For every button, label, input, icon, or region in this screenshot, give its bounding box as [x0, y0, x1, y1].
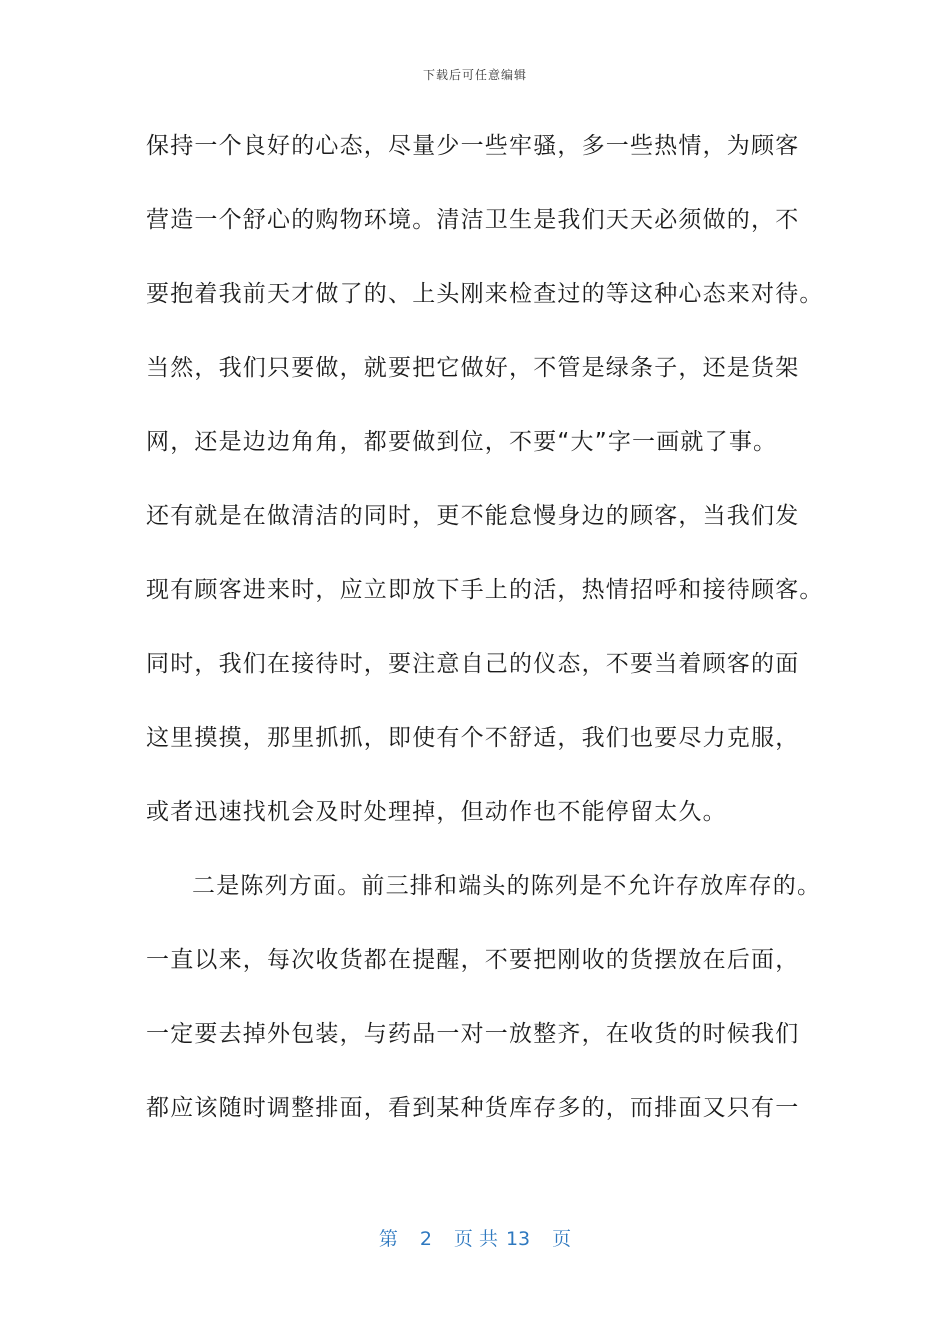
text-line: 一定要去掉外包装，与药品一对一放整齐，在收货的时候我们	[146, 1021, 800, 1047]
page-footer	[0, 1224, 950, 1251]
total-pages-number: 13	[505, 1228, 531, 1250]
text-line: 或者迅速找机会及时处理掉，但动作也不能停留太久。	[146, 799, 727, 825]
document-body	[146, 120, 826, 1156]
text-line: 还有就是在做清洁的同时，更不能怠慢身边的顾客，当我们发	[146, 503, 800, 529]
footer-prefix: 第	[378, 1228, 398, 1250]
footer-suffix: 页	[552, 1228, 572, 1250]
text-line: 都应该随时调整排面，看到某种货库存多的，而排面又只有一	[146, 1095, 800, 1121]
text-line: 要抱着我前天才做了的、上头刚来检查过的等这种心态来对待。	[146, 281, 824, 307]
current-page-number: 2	[419, 1228, 432, 1250]
text-line: 一直以来，每次收货都在提醒，不要把刚收的货摆放在后面，	[146, 947, 800, 973]
text-line: 同时，我们在接待时，要注意自己的仪态，不要当着顾客的面	[146, 651, 800, 677]
text-line: 现有顾客进来时，应立即放下手上的活，热情招呼和接待顾客。	[146, 577, 824, 603]
text-line: 网，还是边边角角，都要做到位，不要“大”字一画就了事。	[146, 429, 778, 455]
text-line: 这里摸摸，那里抓抓，即使有个不舒适，我们也要尽力克服，	[146, 725, 800, 751]
text-line: 保持一个良好的心态，尽量少一些牢骚，多一些热情，为顾客	[146, 133, 800, 159]
paragraph-start-line: 二是陈列方面。前三排和端头的陈列是不允许存放库存的。	[192, 873, 822, 899]
text-line: 营造一个舒心的购物环境。清洁卫生是我们天天必须做的，不	[146, 207, 800, 233]
header-note: 下载后可任意编辑	[422, 68, 527, 82]
footer-middle: 页 共	[453, 1228, 498, 1250]
text-line: 当然，我们只要做，就要把它做好，不管是绿条子，还是货架	[146, 355, 800, 381]
